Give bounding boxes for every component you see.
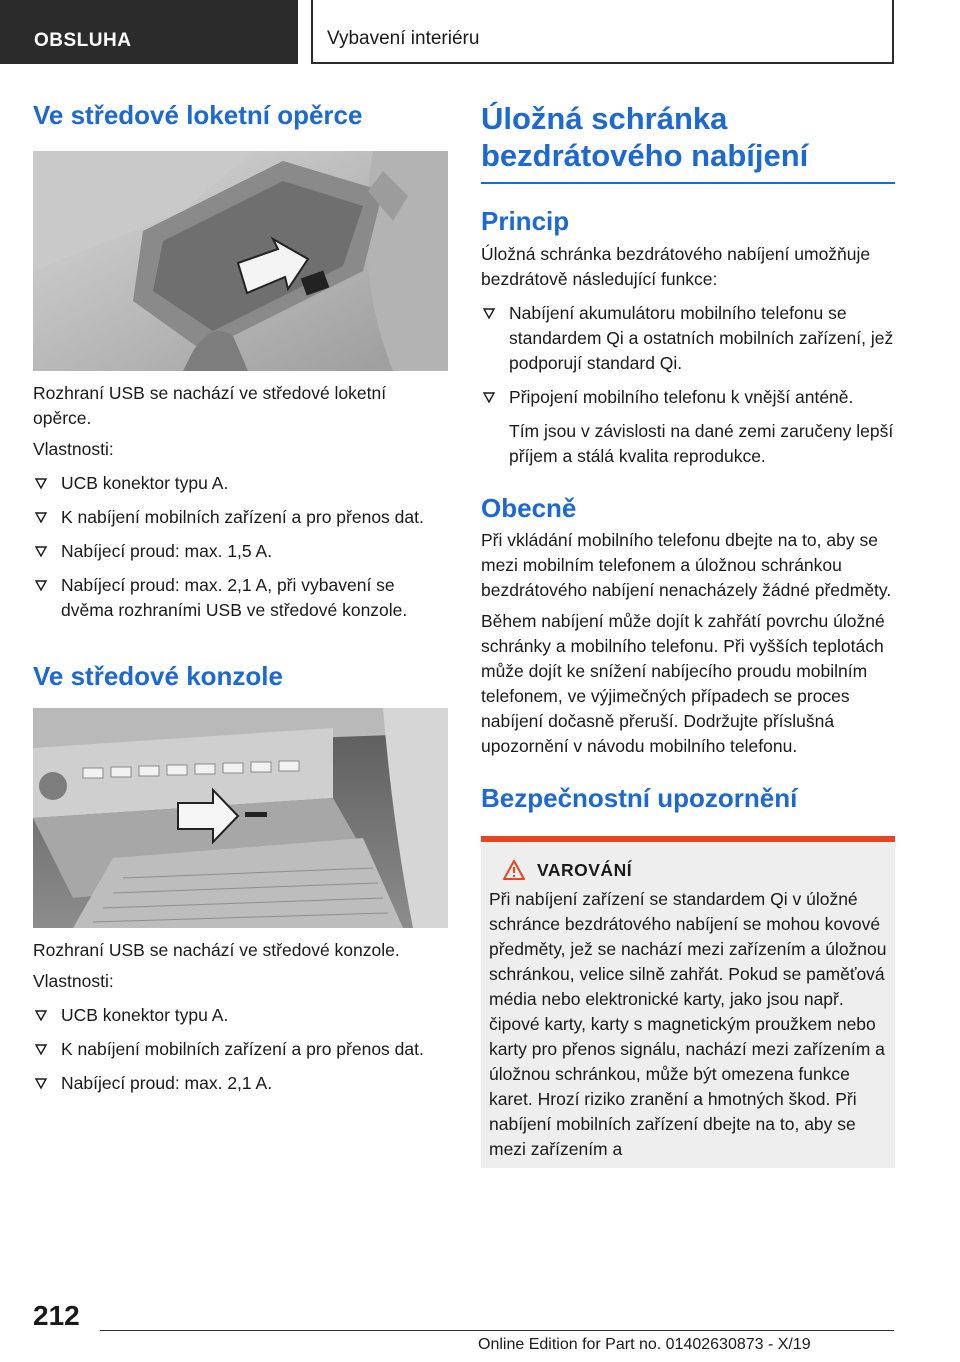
console-properties-list (33, 1003, 448, 1096)
footer-rule (100, 1330, 894, 1331)
triangle-bullet-icon (483, 392, 495, 403)
warning-triangle-icon (503, 860, 525, 880)
section-tab: OBSLUHA (0, 0, 298, 64)
general-paragraph-1: Při vkládání mobilního telefonu dbejte na to, aby se mezi mobilním telefonem a úložnou schránkou bezdrátového nabíjení nenacházely žádné předměty. (481, 529, 892, 600)
principle-heading: Princip (481, 206, 570, 237)
list-item: UCB konektor typu A. (33, 471, 448, 496)
console-description: Rozhraní USB se nachází ve středové konzole. (33, 940, 400, 961)
list-item: K nabíjení mobilních zařízení a pro přenos dat. (33, 505, 448, 530)
list-item: Připojení mobilního telefonu k vnější anténě. Tím jsou v závislosti na dané zemi zaručeny lepší příjem a stálá kvalita reprodukce. (481, 385, 895, 469)
right-column (481, 100, 895, 1168)
warning-box (481, 836, 895, 1168)
list-item: K nabíjení mobilních zařízení a pro přenos dat. (33, 1037, 448, 1062)
console-heading: Ve středové konzole (33, 661, 283, 692)
wireless-charging-heading: Úložná schránka bezdrátového nabíjení (481, 101, 809, 174)
left-column (33, 100, 448, 1096)
warning-title: VAROVÁNÍ (537, 859, 633, 880)
principle-list (481, 301, 895, 469)
list-item: Nabíjecí proud: max. 2,1 A, při vybavení se dvěma rozhraními USB ve středové konzole. (33, 573, 448, 623)
triangle-bullet-icon (35, 1044, 47, 1055)
armrest-usb-image (33, 151, 448, 371)
page-header (0, 0, 960, 64)
console-usb-image (33, 708, 448, 928)
triangle-bullet-icon (483, 308, 495, 319)
list-item-note: Tím jsou v závislosti na dané zemi zaručeny lepší příjem a stálá kvalita reprodukce. (509, 420, 894, 466)
triangle-bullet-icon (35, 512, 47, 523)
page-number: 212 (33, 1300, 80, 1331)
triangle-bullet-icon (35, 478, 47, 489)
armrest-heading: Ve středové loketní opěrce (33, 100, 363, 130)
general-paragraph-2: Během nabíjení může dojít k zahřátí povrchu úložné schránky a mobilního telefonu. Při vyšších teplotách může dojít ke snížení nabíjecího proudu mobilním telefonem, ve výjimečných případech se proces nabíjení dočasně přeruší. Dodržujte příslušná upozornění v návodu mobilního telefonu. (481, 610, 885, 756)
triangle-bullet-icon (35, 580, 47, 591)
triangle-bullet-icon (35, 1010, 47, 1021)
list-item: Nabíjecí proud: max. 2,1 A. (33, 1071, 448, 1096)
list-item: Nabíjení akumulátoru mobilního telefonu se standardem Qi a ostatních mobilních zařízení, jež podporují standard Qi. (481, 301, 895, 376)
console-properties-label: Vlastnosti: (33, 971, 114, 992)
triangle-bullet-icon (35, 546, 47, 557)
principle-text: Úložná schránka bezdrátového nabíjení umožňuje bezdrátově následující funkce: (481, 243, 871, 289)
warning-text: Při nabíjení zařízení se standardem Qi v úložné schránce bezdrátového nabíjení se mohou kovové předměty, jež se nachází mezi zařízením a úložnou schránkou, velice silně zahřát. Pokud se paměťová média nebo elektronické karty, jako jsou např. čipové karty, karty s magnetickým proužkem nebo karty pro přenos signálu, nachází mezi zařízením a úložnou schránkou, může být omezena funkce karet. Hrozí riziko zranění a hmotných škod. Při nabíjení mobilních zařízení dbejte na to, aby se mezi zařízením a (489, 888, 887, 1159)
armrest-properties-list (33, 471, 448, 623)
triangle-bullet-icon (35, 1078, 47, 1089)
list-item: UCB konektor typu A. (33, 1003, 448, 1028)
armrest-properties-label: Vlastnosti: (33, 439, 114, 460)
safety-heading: Bezpečnostní upozornění (481, 782, 798, 813)
list-item: Nabíjecí proud: max. 1,5 A. (33, 539, 448, 564)
armrest-description: Rozhraní USB se nachází ve středové loketní opěrce. (33, 383, 387, 429)
warning-header (503, 860, 887, 881)
heading-rule (481, 182, 895, 184)
chapter-tab: Vybavení interiéru (311, 0, 894, 64)
general-heading: Obecně (481, 492, 577, 523)
edition-text: Online Edition for Part no. 01402630873 - X/19 (478, 1336, 811, 1353)
